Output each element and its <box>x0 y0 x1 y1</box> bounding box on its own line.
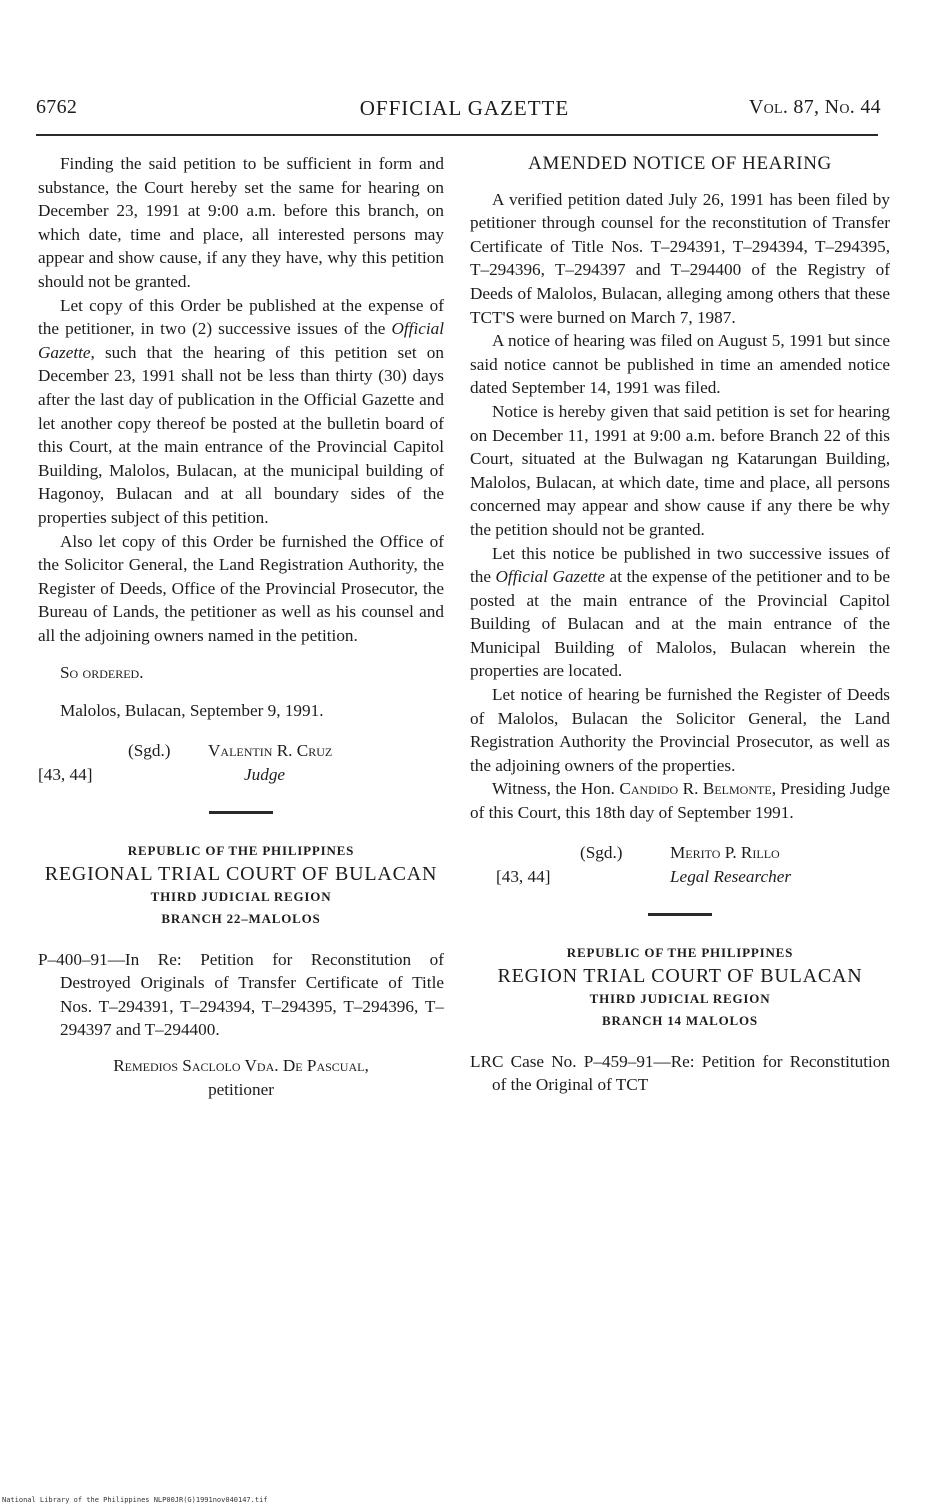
court-republic: REPUBLIC OF THE PHILIPPINES <box>127 842 355 858</box>
signer-name: Valentin R. Cruz <box>208 740 333 760</box>
so-ordered: So ordered. <box>60 663 144 683</box>
notice-paragraph-6: Witness, the Hon. Candido R. Belmonte, Presiding Judge of this Court, this 18th day of September 1991. <box>470 779 890 823</box>
court-branch: BRANCH 22–MALOLOS <box>161 910 321 926</box>
volume-number: Vol. 87, No. 44 <box>748 96 881 118</box>
order-paragraph-3: Also let copy of this Order be furnished the Office of the Solicitor General, the Land Registration Authority, the Register of Deeds, Office of the Provincial Prosecutor, the Bureau of Lands, the petitioner as well as his counsel and all the adjoining owners named in the petition. <box>38 531 444 645</box>
notice-paragraph-2: A notice of hearing was filed on August 5, 1991 but since said notice cannot be published in time an amended notice dated September 14, 1991 was filed. <box>470 331 890 398</box>
order-paragraph-1: Finding the said petition to be sufficient in form and substance, the Court hereby set the same for hearing on December 23, 1991 at 9:00 a.m. before this branch, on which date, time and place, all interested persons may appear and show cause, if any they have, why this petition should not be granted. <box>38 154 444 291</box>
court-name: REGIONAL TRIAL COURT OF BULACAN <box>44 862 438 885</box>
header-rule <box>36 134 878 136</box>
court-republic-right: REPUBLIC OF THE PHILIPPINES <box>566 944 794 960</box>
right-column <box>470 152 890 1097</box>
case-title-right: LRC Case No. P–459–91—Re: Petition for Reconstitution of the Original of TCT <box>470 1051 890 1095</box>
publication-title: OFFICIAL GAZETTE <box>359 96 570 120</box>
signer-name-right: Merito P. Rillo <box>670 842 780 862</box>
case-title: P–400–91—In Re: Petition for Reconstitution of Destroyed Originals of Transfer Certificate of Title Nos. T–294391, T–294394, T–294395, T–294396, T–294397 and T–294400. <box>38 949 444 1040</box>
signer-title: Judge <box>244 764 286 784</box>
notice-paragraph-3: Notice is hereby given that said petition is set for hearing on December 11, 1991 at 9:00 a.m. before Branch 22 of this Court, situated at the Bulwagan ng Katarungan Building, Malolos, Bulacan, at which date, time and place, all persons concerned may appear and show cause if any there be why the petition should not be granted. <box>470 401 890 539</box>
notice-paragraph-1: A verified petition dated July 26, 1991 has been filed by petitioner through counsel for the reconstitution of Transfer Certificate of Title Nos. T–294391, T–294394, T–294395, T–294396, T–294397 and T–294400 of the Registry of Deeds of Malolos, Bulacan, alleging among others that these TCT'S were burned on March 7, 1987. <box>470 189 890 327</box>
issue-reference-right: [43, 44] <box>496 866 551 886</box>
scan-source-footer: National Library of the Philippines NLP00JR(G)1991nov040147.tif <box>2 1496 268 1504</box>
sgd-label: (Sgd.) <box>128 740 171 760</box>
notice-paragraph-5: Let notice of hearing be furnished the Register of Deeds of Malolos, Bulacan the Solicitor General, the Land Registration Authority the Provincial Prosecutor, as well as the adjoining owners of the properties. <box>470 685 890 775</box>
court-region-right: THIRD JUDICIAL REGION <box>589 990 771 1006</box>
notice-title: AMENDED NOTICE OF HEARING <box>528 153 832 174</box>
petitioner-label: petitioner <box>208 1079 274 1099</box>
section-separator <box>209 811 273 814</box>
issue-reference: [43, 44] <box>38 764 93 784</box>
court-branch-right: BRANCH 14 MALOLOS <box>602 1012 758 1028</box>
sgd-label-right: (Sgd.) <box>580 842 623 862</box>
signature-block <box>38 739 444 789</box>
petitioner-name: Remedios Saclolo Vda. De Pascual, <box>113 1056 369 1076</box>
section-separator-right <box>648 913 712 916</box>
left-column <box>38 152 444 1101</box>
page-number: 6762 <box>36 96 78 118</box>
signer-title-right: Legal Researcher <box>670 866 792 886</box>
place-date: Malolos, Bulacan, September 9, 1991. <box>60 701 324 721</box>
notice-paragraph-4: Let this notice be published in two successive issues of the Official Gazette at the expense of the petitioner and to be posted at the main entrance of the Provincial Capitol Building of Bulacan and at the main entrance of the Municipal Building of Malolos, Bulacan wherein the properties are located. <box>470 543 891 681</box>
signature-block-right <box>470 841 890 891</box>
court-name-right: REGION TRIAL COURT OF BULACAN <box>497 964 863 987</box>
order-paragraph-2: Let copy of this Order be published at the expense of the petitioner, in two (2) successive issues of the Official Gazette, such that the hearing of this petition set on December 23, 1991 shall not be less than thirty (30) days after the last day of publication in the Official Gazette and let another copy thereof be posted at the bulletin board of this Court, at the main entrance of the Provincial Capitol Building, Malolos, Bulacan, at the municipal building of Hagonoy, Bulacan and at all boundary sides of the properties subject of this petition. <box>38 295 444 527</box>
court-region: THIRD JUDICIAL REGION <box>150 888 332 904</box>
